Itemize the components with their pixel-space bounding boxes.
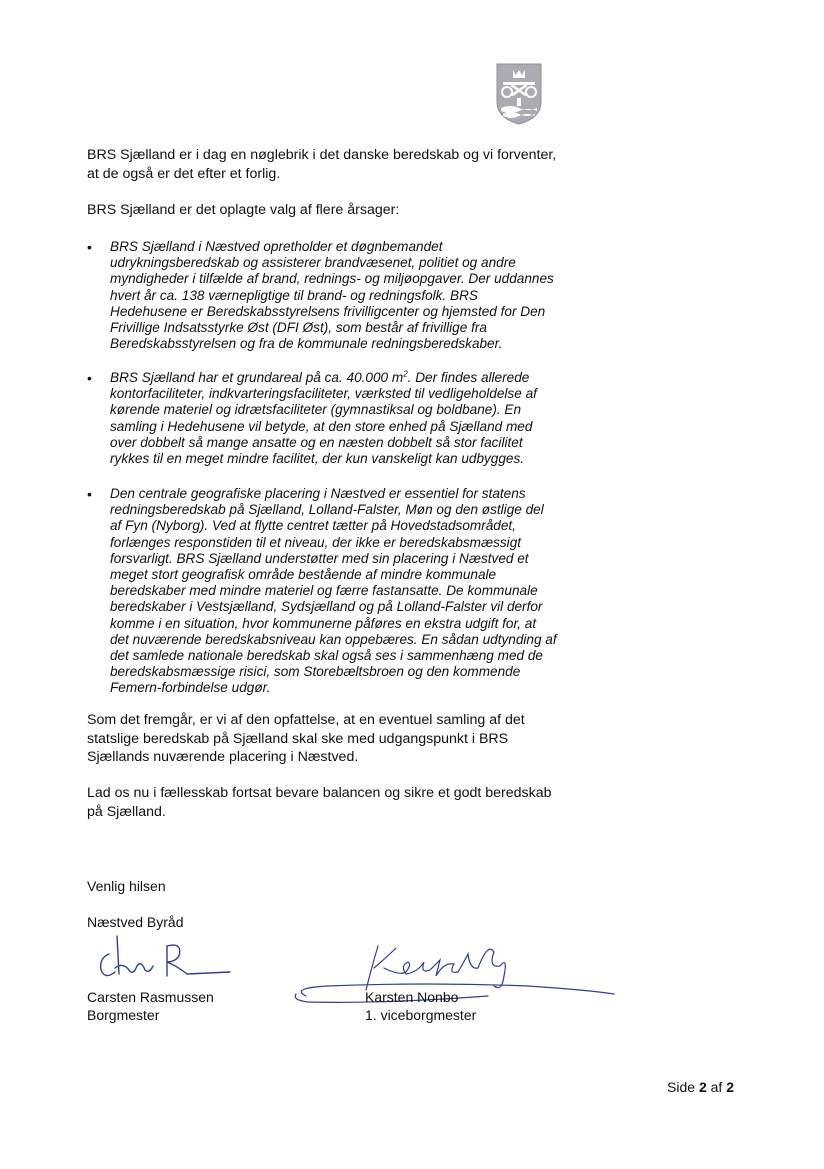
closing-paragraph-2: Lad os nu i fællesskab fortsat bevare balancen og sikre et godt beredskab på Sjælland. bbox=[87, 785, 552, 820]
page-number bbox=[667, 1078, 734, 1096]
closing-paragraph-1: Som det fremgår, er vi af den opfattelse, at en eventuel samling af det statslige beredskab på Sjælland skal ske med udgangspunkt i BRS Sjællands nuværende placering i Næstved. bbox=[87, 712, 525, 766]
council-name: Næstved Byråd bbox=[87, 914, 184, 930]
greeting: Venlig hilsen bbox=[87, 878, 166, 894]
bullet-icon: • bbox=[87, 486, 92, 502]
bullet-text bbox=[110, 370, 557, 467]
bullet-text: BRS Sjælland i Næstved opretholder et døgnbemandet udrykningsberedskab og assisterer brandvæsenet, politiet og andre myndigheder i tilfælde af brand, rednings- og miljøopgaver. Der uddannes hvert år ca. 138 værnepligtige til brand- og redningsfolk. BRS Hedehusene er Beredskabsstyrelsens frivilligcenter og hjemsted for Den Frivillige Indsatsstyrke Øst (DFI Øst), som består af frivillige fra Beredskabsstyrelsen og fra de kommunale redningsberedskaber. bbox=[110, 239, 554, 352]
signatory-name-2: Karsten Nonbo bbox=[365, 989, 459, 1005]
bullet-text-rest: . Der findes allerede kontorfaciliteter, indkvarteringsfaciliteter, værksted til vedligeholdelse af kørende materiel og idrætsfaciliteter (gymnastiksal og boldbane). En samling i Hedehusene vil betyde, at den store enhed på Sjælland med over dobbelt så mange ansatte og en næsten dobbelt så stor facilitet rykkes til en meget mindre facilitet, der kun vanskeligt kan udbygges. bbox=[110, 370, 537, 467]
municipal-crest-icon bbox=[495, 62, 543, 126]
intro-paragraph-2: BRS Sjælland er det oplagte valg af flere årsager: bbox=[87, 202, 400, 218]
intro-paragraph-1: BRS Sjælland er i dag en nøglebrik i det danske beredskab og vi forventer, at de også er det efter et forlig. bbox=[87, 147, 557, 182]
page-label: Side bbox=[667, 1079, 696, 1095]
bullet-text-start: BRS Sjælland har et grundareal på ca. 40.000 m bbox=[110, 370, 404, 385]
bullet-text: Den centrale geografiske placering i Næstved er essentiel for statens redningsberedskab på Sjælland, Lolland-Falster, Møn og den østlige del af Fyn (Nyborg). Ved at flytte centret tætter på Hovedstadsområdet, forlænges responstiden til et niveau, der ikke er beredskabsmæssigt forsvarligt. BRS Sjælland understøtter med sin placering i Næstved et meget stort geografisk område bestående af mindre kommunale beredskaber med mindre materiel og færre fastansatte. De kommunale beredskaber i Vestsjælland, Sydsjælland og på Lolland-Falster vil derfor komme i en situation, hvor kommunerne påføres en ekstra udgift for, at det nuværende beredskabsniveau kan oppebæres. En sådan udtynding af det samlede nationale beredskab skal også ses i sammenhæng med de beredskabsmæssige risici, som Storebæltsbroen og den kommende Femern-forbindelse udgør. bbox=[110, 486, 557, 696]
superscript: 2 bbox=[403, 369, 408, 379]
signatory-name-1: Carsten Rasmussen bbox=[87, 989, 214, 1005]
page-of-label: af bbox=[710, 1079, 723, 1095]
signatory-title-2: 1. viceborgmester bbox=[365, 1007, 477, 1023]
signatory-title-1: Borgmester bbox=[87, 1007, 160, 1023]
bullet-icon: • bbox=[87, 370, 92, 386]
total-pages: 2 bbox=[726, 1079, 734, 1095]
signature-rasmussen bbox=[95, 932, 235, 984]
current-page: 2 bbox=[698, 1079, 707, 1095]
bullet-icon: • bbox=[87, 239, 92, 255]
